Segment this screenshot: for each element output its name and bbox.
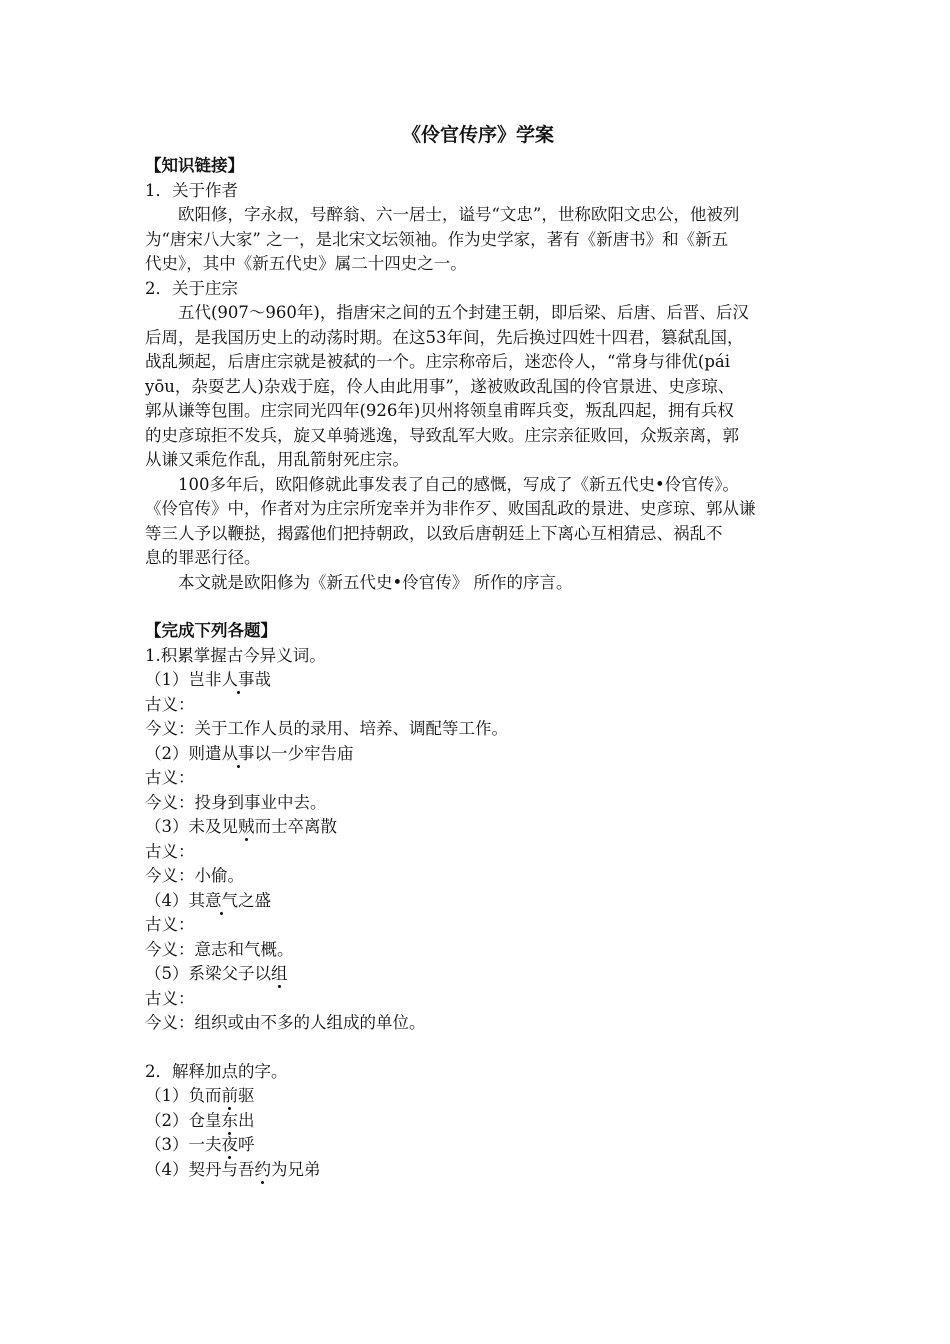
ancient-meaning: 古义： bbox=[145, 915, 195, 934]
sentence-text: 为兄弟 bbox=[271, 1159, 321, 1179]
dotted-word: 贼 bbox=[238, 817, 255, 836]
ancient-meaning: 古义： bbox=[145, 768, 195, 787]
text-line: 欧阳修，字永叔，号醉翁、六一居士，谥号“文忠”，世称欧阳文忠公，他被列 bbox=[178, 205, 740, 224]
text-line: 从谦又乘危作乱，用乱箭射死庄宗。 bbox=[145, 450, 409, 469]
modern-meaning: 今义：小偷。 bbox=[145, 866, 244, 885]
text-line: 郭从谦等包围。庄宗同光四年(926年)贝州将领皇甫晖兵变，叛乱四起，拥有兵权 bbox=[145, 401, 734, 420]
q1-item bbox=[145, 962, 811, 1036]
sentence-text: 以一少牢告庙 bbox=[254, 743, 354, 763]
dotted-word: 东 bbox=[221, 1110, 238, 1130]
sentence-text: 呼 bbox=[238, 1135, 255, 1154]
section-heading-knowledge: 【知识链接】 bbox=[145, 156, 244, 175]
dotted-word: 人事 bbox=[221, 670, 255, 689]
sentence-text: （4）契丹与吾 bbox=[145, 1159, 255, 1179]
spacer bbox=[145, 1036, 811, 1060]
modern-meaning: 今义：组织或由不多的人组成的单位。 bbox=[145, 1013, 426, 1032]
sentence-text: 之盛 bbox=[238, 890, 271, 910]
question-2-title: 2．解释加点的字。 bbox=[145, 1061, 288, 1081]
ancient-meaning: 古义： bbox=[145, 988, 195, 1008]
question-1-title: 1.积累掌握古今异义词。 bbox=[145, 645, 326, 665]
document-title: 《伶官传序》学案 bbox=[401, 124, 554, 146]
q1-sentence bbox=[145, 889, 811, 914]
q1-sentence bbox=[145, 815, 811, 840]
dotted-word: 组 bbox=[271, 964, 288, 983]
reflection-paragraph bbox=[145, 473, 811, 571]
q2-item bbox=[145, 1084, 811, 1109]
text-line: 代史》，其中《新五代史》属二十四史之一。 bbox=[145, 254, 467, 273]
sentence-text: 出 bbox=[238, 1110, 255, 1130]
q2-item bbox=[145, 1158, 811, 1183]
ancient-meaning: 古义： bbox=[145, 841, 195, 861]
dotted-word: 前 bbox=[221, 1086, 238, 1105]
dotted-word: 约 bbox=[254, 1159, 271, 1179]
dotted-word: 意气 bbox=[205, 890, 238, 910]
q2-item bbox=[145, 1109, 811, 1134]
dotted-word: 从事 bbox=[221, 743, 255, 763]
sentence-text: （5）系梁父子以 bbox=[145, 964, 271, 983]
item-title-zhuangzong: 2．关于庄宗 bbox=[145, 278, 238, 298]
text-line: 后周，是我国历史上的动荡时期。在这53年间，先后换过四姓十四君，篡弑乱国， bbox=[145, 327, 744, 347]
item-title-author: 1．关于作者 bbox=[145, 180, 238, 200]
q1-item bbox=[145, 889, 811, 963]
author-paragraph bbox=[145, 203, 811, 277]
sentence-text: （1）岂非 bbox=[145, 670, 222, 689]
text-line: 为“唐宋八大家” 之一，是北宋文坛领袖。作为史学家，著有《新唐书》和《新五 bbox=[145, 229, 729, 249]
text-line: 战乱频起，后唐庄宗就是被弑的一个。庄宗称帝后，迷恋伶人，“常身与徘优(pái bbox=[145, 352, 731, 371]
q1-sentence bbox=[145, 962, 811, 987]
q1-item bbox=[145, 742, 811, 816]
modern-meaning: 今义：关于工作人员的录用、培养、调配等工作。 bbox=[145, 719, 508, 738]
section-heading-exercises: 【完成下列各题】 bbox=[145, 621, 277, 640]
sentence-text: 而士卒离散 bbox=[254, 817, 337, 836]
text-line: 100多年后，欧阳修就此事发表了自己的感慨，写成了《新五代史•伶官传》。 bbox=[178, 474, 739, 494]
q1-sentence bbox=[145, 668, 811, 693]
text-line: yōu，杂耍艺人)杂戏于庭，伶人由此用事”，遂被败政乱国的伶官景进、史彦琼、 bbox=[145, 376, 735, 396]
q1-sentence bbox=[145, 742, 811, 767]
worksheet-page bbox=[145, 118, 811, 1182]
zhuangzong-paragraph bbox=[145, 301, 811, 473]
text-line: 五代(907～960年)，指唐宋之间的五个封建王朝，即后梁、后唐、后晋、后汉 bbox=[178, 303, 749, 322]
ancient-meaning: 古义： bbox=[145, 694, 195, 714]
modern-meaning: 今义：投身到事业中去。 bbox=[145, 792, 327, 812]
sentence-text: （2）则遣 bbox=[145, 743, 222, 763]
sentence-text: （4）其 bbox=[145, 890, 205, 910]
sentence-text: （3）一夫 bbox=[145, 1135, 222, 1154]
q1-item bbox=[145, 668, 811, 742]
q2-item bbox=[145, 1133, 811, 1158]
text-line: 息的罪恶行径。 bbox=[145, 548, 261, 567]
text-line: 的史彦琼拒不发兵，旋又单骑逃逸，导致乱军大败。庄宗亲征败回，众叛亲离，郭 bbox=[145, 425, 739, 445]
sentence-text: 驱 bbox=[238, 1086, 255, 1105]
spacer bbox=[145, 595, 811, 619]
text-line: 等三人予以鞭挞，揭露他们把持朝政，以致后唐朝廷上下离心互相猜忌、祸乱不 bbox=[145, 523, 723, 543]
text-line: 《伶官传》中，作者对为庄宗所宠幸并为非作歹、败国乱政的景进、史彦琼、郭从谦 bbox=[145, 499, 756, 518]
dotted-word: 夜 bbox=[221, 1135, 238, 1154]
sentence-text: （3）未及见 bbox=[145, 817, 238, 836]
sentence-text: （2）仓皇 bbox=[145, 1110, 222, 1130]
q1-item bbox=[145, 815, 811, 889]
preface-note: 本文就是欧阳修为《新五代史•伶官传》 所作的序言。 bbox=[178, 572, 573, 592]
modern-meaning: 今义：意志和气概。 bbox=[145, 939, 294, 959]
sentence-text: 哉 bbox=[254, 670, 271, 689]
sentence-text: （1）负而 bbox=[145, 1086, 222, 1105]
